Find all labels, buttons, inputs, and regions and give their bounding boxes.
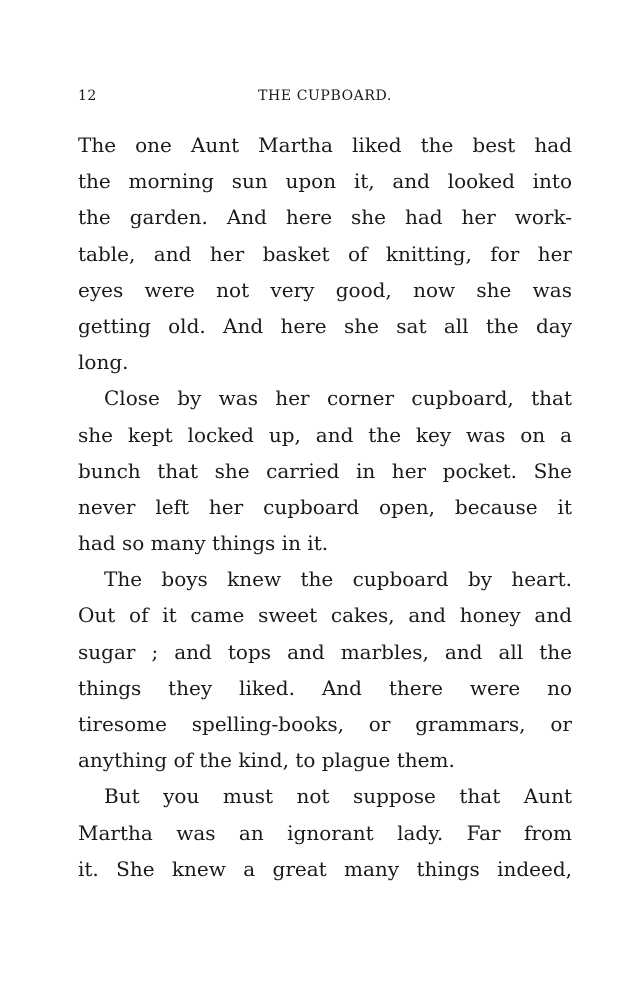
text-line: bunch that she carried in her pocket. She — [78, 458, 572, 483]
text-line: Close by was her corner cupboard, that — [104, 386, 572, 411]
text-line: the morning sun upon it, and looked into — [78, 169, 572, 194]
text-line: it. She knew a great many things indeed, — [78, 856, 572, 881]
text-line: never left her cupboard open, because it — [78, 494, 572, 519]
paragraph — [78, 127, 572, 380]
text-line: anything of the kind, to plague them. — [78, 748, 455, 773]
page-number: 12 — [78, 88, 97, 104]
text-line: sugar ; and tops and marbles, and all the — [78, 639, 572, 664]
paragraph — [78, 561, 572, 778]
text-line: eyes were not very good, now she was — [78, 277, 572, 302]
running-title: THE CUPBOARD. — [258, 88, 392, 104]
running-head — [78, 88, 572, 110]
text-line: long. — [78, 350, 129, 375]
text-line: The boys knew the cupboard by heart. — [104, 567, 572, 592]
text-line: things they liked. And there were no — [78, 675, 572, 700]
text-line: But you must not suppose that Aunt — [104, 784, 572, 809]
text-line: tiresome spelling-books, or grammars, or — [78, 712, 572, 736]
text-line: Martha was an ignorant lady. Far from — [78, 820, 572, 845]
text-line: the garden. And here she had her work- — [78, 205, 572, 230]
paragraph — [78, 380, 572, 561]
text-line: table, and her basket of knitting, for her — [78, 241, 572, 266]
paragraph — [78, 778, 572, 887]
body-text — [78, 127, 572, 887]
text-line: she kept locked up, and the key was on a — [78, 422, 572, 447]
text-line: Out of it came sweet cakes, and honey and — [78, 603, 572, 628]
text-line: getting old. And here she sat all the day — [78, 313, 572, 338]
text-line: The one Aunt Martha liked the best had — [78, 133, 572, 157]
text-line: had so many things in it. — [78, 531, 329, 556]
